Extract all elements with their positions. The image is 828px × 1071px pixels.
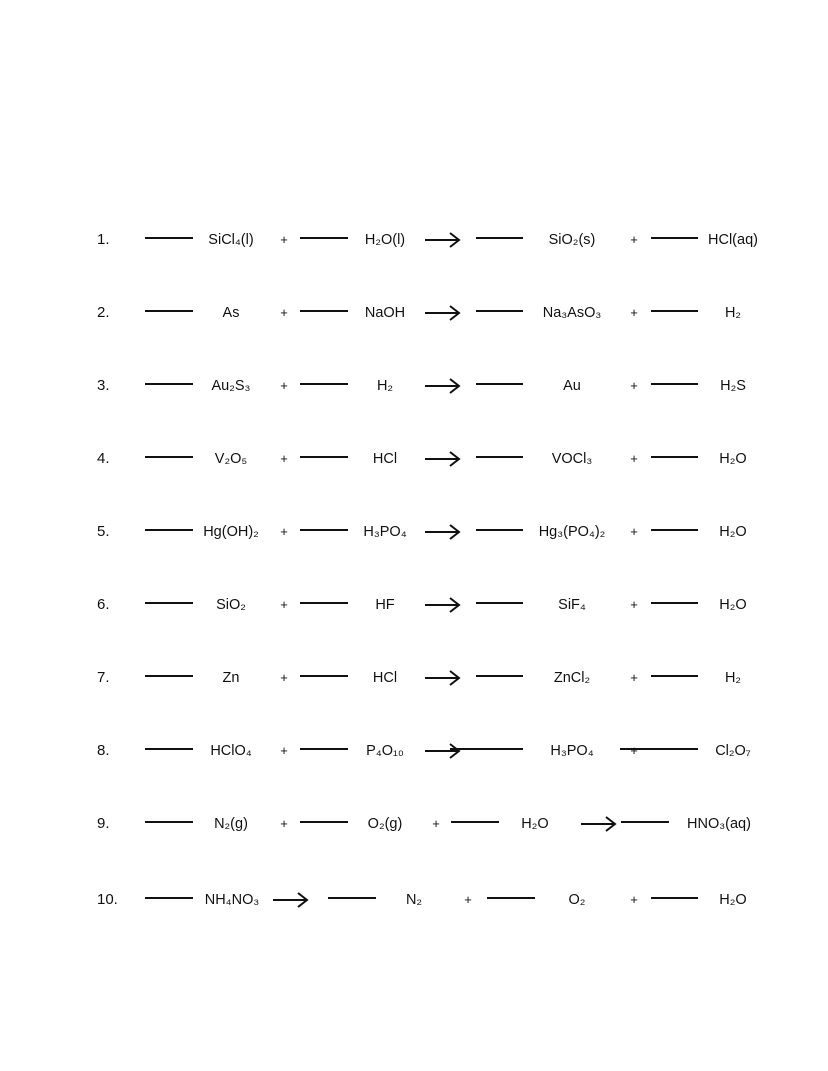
coefficient-blank[interactable] <box>145 237 193 239</box>
plus-sign: + <box>280 378 288 393</box>
coefficient-blank[interactable] <box>651 897 698 899</box>
coefficient-blank[interactable] <box>145 383 193 385</box>
coefficient-blank[interactable] <box>651 675 698 677</box>
equation-row-3 <box>0 371 828 401</box>
plus-sign: + <box>432 816 440 831</box>
coefficient-blank[interactable] <box>145 897 193 899</box>
coefficient-blank[interactable] <box>145 310 193 312</box>
product-formula: ZnCl₂ <box>553 670 591 686</box>
product-formula: Na₃AsO₃ <box>542 305 602 321</box>
reactant-formula: H₃PO₄ <box>363 524 407 540</box>
equation-number: 3. <box>97 377 110 394</box>
coefficient-blank[interactable] <box>476 310 523 312</box>
coefficient-blank[interactable] <box>651 529 698 531</box>
coefficient-blank[interactable] <box>328 897 376 899</box>
coefficient-blank[interactable] <box>145 675 193 677</box>
coefficient-blank[interactable] <box>451 821 499 823</box>
coefficient-blank[interactable] <box>300 748 348 750</box>
equation-row-6 <box>0 590 828 620</box>
reactant-formula: HF <box>375 597 395 613</box>
plus-sign: + <box>280 816 288 831</box>
plus-sign: + <box>280 232 288 247</box>
coefficient-blank[interactable] <box>651 310 698 312</box>
plus-sign: + <box>630 743 638 758</box>
reactant-formula: Hg(OH)₂ <box>203 524 259 540</box>
right-arrow-icon <box>424 302 462 324</box>
plus-sign: + <box>280 597 288 612</box>
coefficient-blank[interactable] <box>651 237 698 239</box>
product-formula: H₂ <box>724 305 742 321</box>
equation-number: 7. <box>97 669 110 686</box>
coefficient-blank[interactable] <box>300 383 348 385</box>
coefficient-blank[interactable] <box>145 602 193 604</box>
equation-number: 6. <box>97 596 110 613</box>
plus-sign: + <box>630 378 638 393</box>
right-arrow-icon <box>424 229 462 251</box>
equation-number: 10. <box>97 891 118 908</box>
reactant-formula: N₂(g) <box>214 816 248 832</box>
reactant-formula: SiO₂ <box>216 597 246 613</box>
right-arrow-icon <box>424 375 462 397</box>
coefficient-blank[interactable] <box>300 529 348 531</box>
product-formula: H₂S <box>720 378 746 394</box>
coefficient-blank[interactable] <box>651 456 698 458</box>
coefficient-blank[interactable] <box>300 675 348 677</box>
coefficient-blank[interactable] <box>476 456 523 458</box>
plus-sign: + <box>630 892 638 907</box>
plus-sign: + <box>280 305 288 320</box>
coefficient-blank[interactable] <box>476 529 523 531</box>
coefficient-blank[interactable] <box>300 237 348 239</box>
right-arrow-icon <box>424 740 462 762</box>
reactant-formula: O₂(g) <box>367 816 403 832</box>
plus-sign: + <box>280 451 288 466</box>
plus-sign: + <box>464 892 472 907</box>
reactant-formula: HClO₄ <box>210 743 252 759</box>
coefficient-blank[interactable] <box>476 237 523 239</box>
equation-number: 9. <box>97 815 110 832</box>
coefficient-blank[interactable] <box>476 602 523 604</box>
right-arrow-icon <box>424 521 462 543</box>
equation-row-10 <box>0 885 828 915</box>
product-formula: H₂O <box>719 892 747 908</box>
reactant-formula: P₄O₁₀ <box>366 743 404 759</box>
reactant-formula: V₂O₅ <box>214 451 248 467</box>
coefficient-blank[interactable] <box>145 748 193 750</box>
right-arrow-icon <box>424 667 462 689</box>
product-formula: O₂ <box>568 892 586 908</box>
equation-row-8 <box>0 736 828 766</box>
reactant-formula: Zn <box>222 670 240 686</box>
product-formula: H₂ <box>724 670 742 686</box>
coefficient-blank[interactable] <box>476 675 523 677</box>
coefficient-blank[interactable] <box>620 748 698 750</box>
plus-sign: + <box>630 305 638 320</box>
coefficient-blank[interactable] <box>476 383 523 385</box>
product-formula: H₂O <box>719 524 747 540</box>
equation-number: 2. <box>97 304 110 321</box>
product-formula: H₂O <box>719 451 747 467</box>
coefficient-blank[interactable] <box>300 602 348 604</box>
plus-sign: + <box>280 670 288 685</box>
product-formula: SiF₄ <box>558 597 586 613</box>
coefficient-blank[interactable] <box>145 821 193 823</box>
reactant-formula: H₂O(l) <box>364 232 406 248</box>
equation-number: 4. <box>97 450 110 467</box>
right-arrow-icon <box>424 448 462 470</box>
reactant-formula: Au₂S₃ <box>211 378 251 394</box>
plus-sign: + <box>280 524 288 539</box>
product-formula: Au <box>563 378 581 394</box>
product-formula: HCl(aq) <box>708 232 758 248</box>
equation-row-9 <box>0 809 828 839</box>
reactant-formula: NaOH <box>364 305 406 321</box>
coefficient-blank[interactable] <box>300 821 348 823</box>
equation-number: 5. <box>97 523 110 540</box>
equation-row-7 <box>0 663 828 693</box>
equation-number: 8. <box>97 742 110 759</box>
equation-row-1 <box>0 225 828 255</box>
right-arrow-icon <box>424 594 462 616</box>
plus-sign: + <box>630 524 638 539</box>
coefficient-blank[interactable] <box>651 602 698 604</box>
plus-sign: + <box>630 451 638 466</box>
product-formula: H₃PO₄ <box>550 743 594 759</box>
product-formula: SiO₂(s) <box>548 232 596 248</box>
product-formula: N₂ <box>405 892 423 908</box>
equation-row-5 <box>0 517 828 547</box>
reactant-formula: HCl <box>372 670 398 686</box>
reactant-formula: HCl <box>372 451 398 467</box>
plus-sign: + <box>630 597 638 612</box>
equation-row-2 <box>0 298 828 328</box>
product-formula: Hg₃(PO₄)₂ <box>538 524 606 540</box>
product-formula: H₂O <box>719 597 747 613</box>
coefficient-blank[interactable] <box>145 529 193 531</box>
plus-sign: + <box>630 232 638 247</box>
coefficient-blank[interactable] <box>621 821 669 823</box>
plus-sign: + <box>630 670 638 685</box>
equation-row-4 <box>0 444 828 474</box>
plus-sign: + <box>280 743 288 758</box>
reactant-formula: SiCl₄(l) <box>208 232 254 248</box>
coefficient-blank[interactable] <box>300 310 348 312</box>
coefficient-blank[interactable] <box>651 383 698 385</box>
right-arrow-icon <box>272 889 310 911</box>
reactant-formula: NH₄NO₃ <box>204 892 260 908</box>
product-formula: VOCl₃ <box>551 451 593 467</box>
reactant-formula: H₂ <box>376 378 394 394</box>
coefficient-blank[interactable] <box>487 897 535 899</box>
coefficient-blank[interactable] <box>145 456 193 458</box>
coefficient-blank[interactable] <box>300 456 348 458</box>
reactant-formula: H₂O <box>521 816 549 832</box>
product-formula: HNO₃(aq) <box>687 816 751 832</box>
coefficient-blank[interactable] <box>450 748 523 750</box>
reactant-formula: As <box>222 305 240 321</box>
product-formula: Cl₂O₇ <box>715 743 751 759</box>
right-arrow-icon <box>580 813 618 835</box>
equation-number: 1. <box>97 231 110 248</box>
